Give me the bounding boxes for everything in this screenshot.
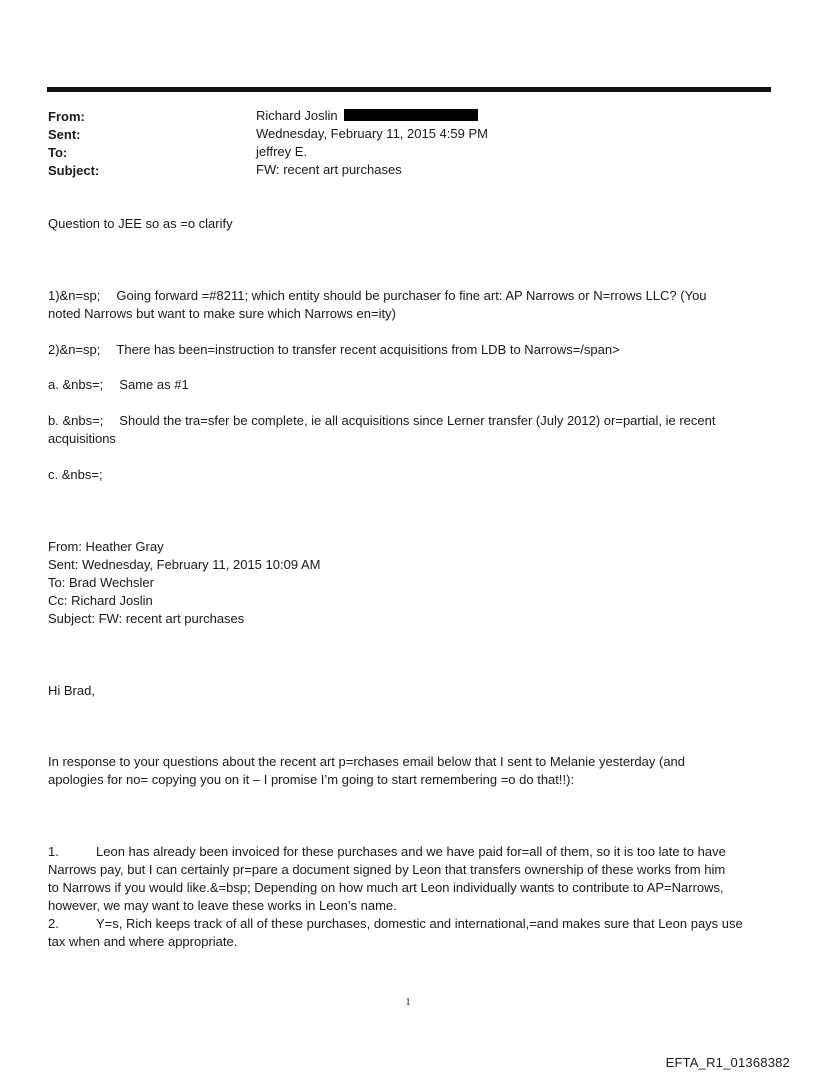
item1-text: Leon has already been invoiced for these purchases and we have paid for=all of them, so it is too late to have [96, 844, 726, 859]
question-1-cont: noted Narrows but want to make sure which Narrows en=ity) [48, 306, 396, 321]
intro-line: Question to JEE so as =o clarify [48, 216, 233, 231]
greeting: Hi Brad, [48, 683, 95, 698]
question-2 [48, 341, 768, 359]
subject-value: FW: recent art purchases [256, 162, 402, 177]
q1-prefix: 1)&n=sp; [48, 288, 101, 303]
question-1 [48, 287, 768, 305]
to-value: jeffrey E. [256, 144, 308, 159]
response-paragraph-line1: In response to your questions about the recent art p=rchases email below that I sent to Melanie yesterday (and [48, 754, 686, 769]
list-item-1-line3: to Narrows if you would like.&=bsp; Depending on how much art Leon individually wants to contribute to AP=Narrows, [48, 880, 724, 895]
page-number: 1 [405, 996, 411, 1008]
list-item-1 [48, 843, 768, 861]
fwd-to: To: Brad Wechsler [48, 575, 154, 590]
sub-item-a [48, 376, 768, 394]
response-paragraph-line2: apologies for no= copying you on it – I promise I’m going to start remembering =o do that!!): [48, 772, 575, 787]
list-item-2 [48, 915, 768, 933]
sent-label: Sent: [48, 127, 81, 142]
redaction-bar [344, 109, 478, 121]
list-item-2-line2: tax when and where appropriate. [48, 934, 238, 949]
list-item-1-line2: Narrows pay, but I can certainly pr=pare a document signed by Leon that transfers ownership of these works from him [48, 862, 726, 877]
b-text: Should the tra=sfer be complete, ie all acquisitions since Lerner transfer (July 2012) or=partial, ie recent [119, 413, 716, 428]
q2-prefix: 2)&n=sp; [48, 342, 101, 357]
sent-value: Wednesday, February 11, 2015 4:59 PM [256, 126, 488, 141]
from-value [256, 107, 478, 125]
fwd-sent: Sent: Wednesday, February 11, 2015 10:09 AM [48, 557, 321, 572]
item1-number: 1. [48, 844, 59, 859]
to-label: To: [48, 145, 68, 160]
fwd-cc: Cc: Richard Joslin [48, 593, 153, 608]
item2-number: 2. [48, 916, 59, 931]
a-prefix: a. &nbs=; [48, 377, 104, 392]
item2-text: Y=s, Rich keeps track of all of these purchases, domestic and international,=and makes sure that Leon pays use [96, 916, 743, 931]
q1-text: Going forward =#8211; which entity should be purchaser fo fine art: AP Narrows or N=rrows LLC? (You [116, 288, 707, 303]
sub-item-b-cont: acquisitions [48, 431, 116, 446]
fwd-from: From: Heather Gray [48, 539, 164, 554]
b-prefix: b. &nbs=; [48, 413, 104, 428]
fwd-subject: Subject: FW: recent art purchases [48, 611, 245, 626]
a-text: Same as #1 [119, 377, 189, 392]
q2-text: There has been=instruction to transfer recent acquisitions from LDB to Narrows=/span> [116, 342, 620, 357]
from-name: Richard Joslin [256, 108, 338, 123]
bates-number: EFTA_R1_01368382 [665, 1055, 790, 1070]
list-item-1-line4: however, we may want to leave these works in Leon’s name. [48, 898, 397, 913]
sub-item-b [48, 412, 768, 430]
subject-label: Subject: [48, 163, 100, 178]
from-label: From: [48, 109, 85, 124]
header-rule [47, 87, 771, 92]
sub-item-c: c. &nbs=; [48, 467, 103, 482]
